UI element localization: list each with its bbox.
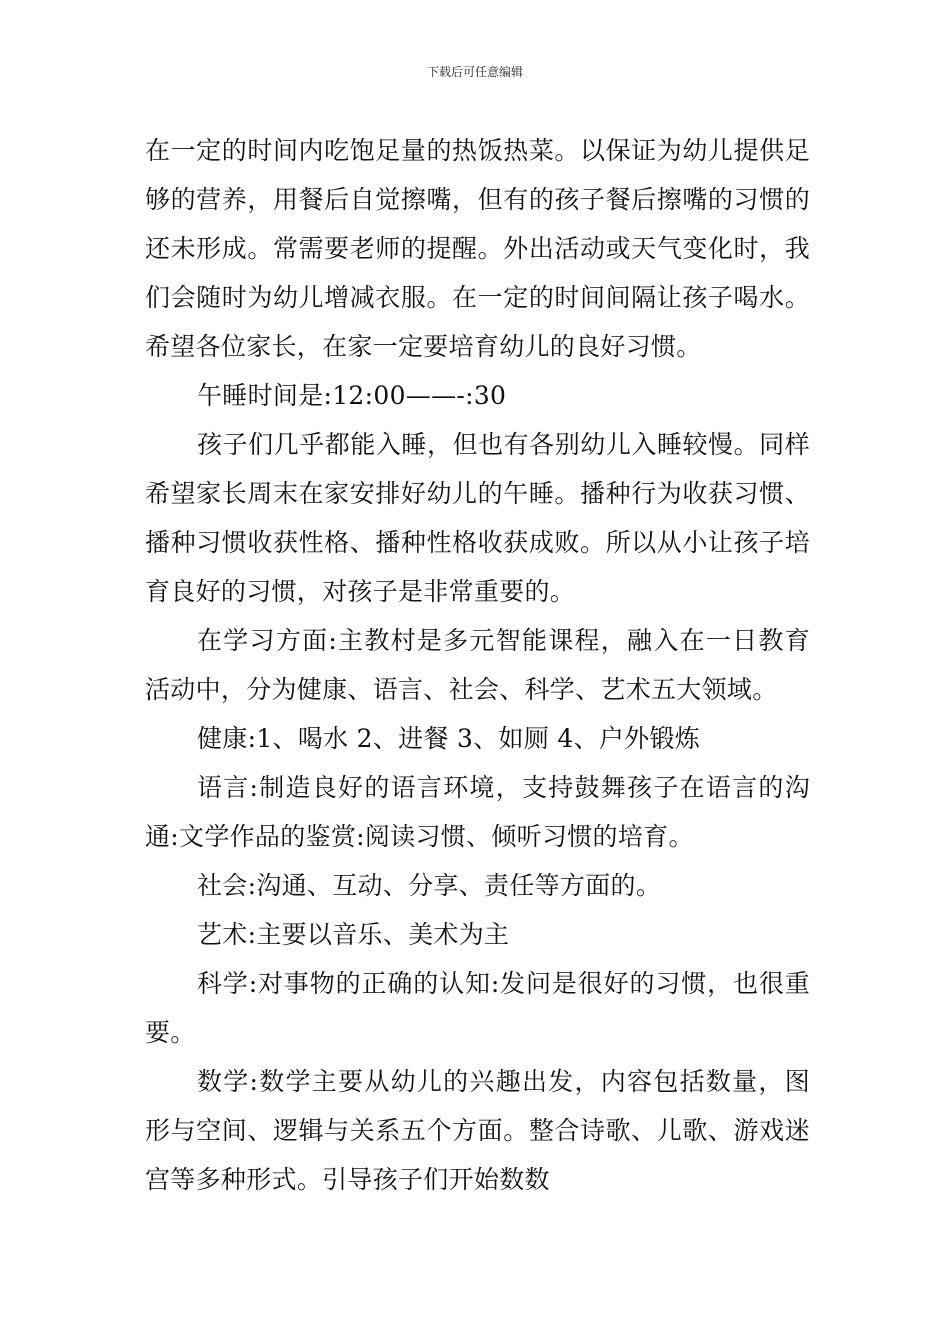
paragraph-sleep-habits: 孩子们几乎都能入睡，但也有各别幼儿入睡较慢。同样希望家长周末在家安排好幼儿的午睡。播种行为收获习惯、播种习惯收获性格、播种性格收获成败。所以从小让孩子培育良好的习惯，对孩子是非常重要的。 (145, 430, 810, 606)
paragraph-language: 语言:制造良好的语言环境，支持鼓舞孩子在语言的沟通:文学作品的鉴赏:阅读习惯、倾听习惯的培育。 (145, 773, 810, 851)
paragraph-meal-habits: 在一定的时间内吃饱足量的热饭热菜。以保证为幼儿提供足够的营养，用餐后自觉擦嘴，但有的孩子餐后擦嘴的习惯的还未形成。常需要老师的提醒。外出活动或天气变化时，我们会随时为幼儿增减衣服。在一定的时间间隔让孩子喝水。希望各位家长，在家一定要培育幼儿的良好习惯。 (145, 136, 810, 361)
paragraph-art: 艺术:主要以音乐、美术为主 (197, 920, 510, 949)
paragraph-learning: 在学习方面:主教村是多元智能课程，融入在一日教育活动中，分为健康、语言、社会、科学、艺术五大领域。 (145, 626, 810, 704)
paragraph-social: 社会:沟通、互动、分享、责任等方面的。 (197, 871, 662, 900)
page-header: 下载后可任意编辑 (426, 65, 523, 79)
paragraph-health: 健康:1、喝水 2、进餐 3、如厕 4、户外锻炼 (197, 724, 701, 753)
paragraph-math: 数学:数学主要从幼儿的兴趣出发，内容包括数量，图形与空间、逻辑与关系五个方面。整合诗歌、儿歌、游戏迷宫等多种形式。引导孩子们开始数数 (145, 1067, 810, 1194)
paragraph-science: 科学:对事物的正确的认知:发问是很好的习惯，也很重要。 (145, 969, 810, 1047)
document-body (145, 126, 810, 1204)
paragraph-nap-time: 午睡时间是:12:00——-:30 (197, 381, 507, 410)
